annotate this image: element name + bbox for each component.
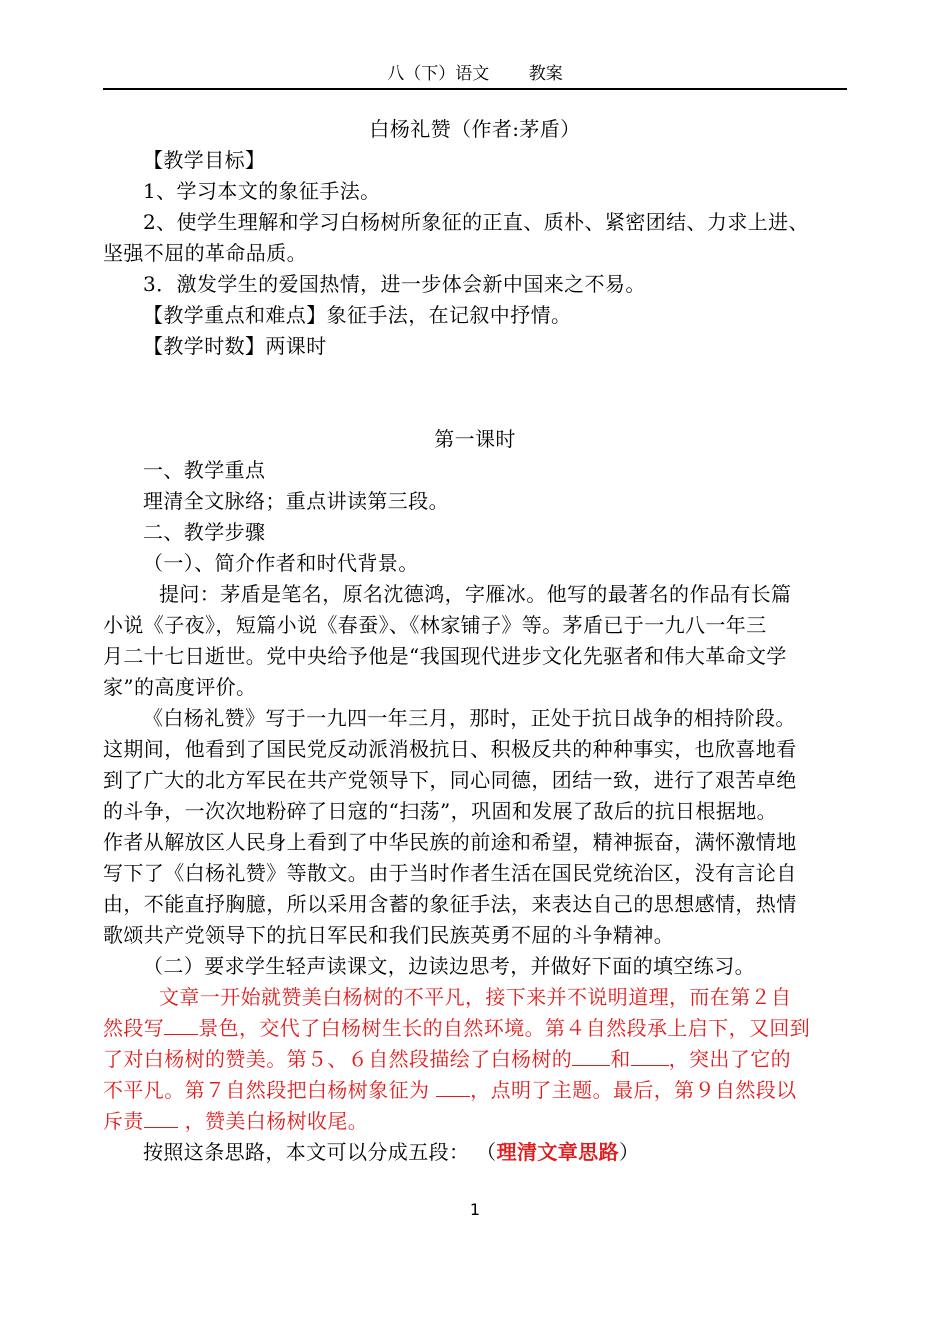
paragraph-line: 到了广大的北方军民在共产党领导下，同心同德，团结一致，进行了艰苦卓绝 — [103, 768, 797, 792]
paragraph-line: 这期间，他看到了国民党反动派消极抗日、积极反共的种种事实，也欣喜地看 — [103, 737, 797, 761]
paragraph-line: 小说《子夜》，短篇小说《春蚕》、《林家铺子》等。茅盾已于一九八一年三 — [103, 613, 767, 637]
goals-heading: 【教学目标】 — [143, 148, 266, 172]
paragraph-line: 歌颂共产党领导下的抗日军民和我们民族英勇不屈的斗争精神。 — [103, 923, 675, 947]
section-1-text: 理清全文脉络；重点讲读第三段。 — [143, 489, 449, 513]
paragraph-line: 写下了《白杨礼赞》等散文。由于当时作者生活在国民党统治区，没有言论自 — [103, 861, 797, 885]
exercise-text: ，突出了它的 — [668, 1047, 792, 1071]
lesson-title: 白杨礼赞（作者:茅盾） — [369, 117, 581, 141]
exercise-text: ，点明了主题。最后，第９自然段以 — [470, 1078, 797, 1102]
goal-2-line-1: 2、使学生理解和学习白杨树所象征的正直、质朴、紧密团结、力求上进、 — [143, 210, 809, 234]
header-doc-type: 教案 — [528, 64, 563, 84]
paragraph-line: 家”的高度评价。 — [103, 675, 257, 699]
blank-field — [144, 1107, 178, 1128]
blank-field — [164, 1014, 198, 1035]
exercise-line-5 — [103, 1106, 847, 1137]
goal-1: 1、学习本文的象征手法。 — [143, 179, 381, 203]
exercise-text: 不平凡。第７自然段把白杨树象征为 — [103, 1078, 437, 1102]
exercise-line-2 — [103, 1013, 847, 1044]
exercise-text: 然段写 — [103, 1016, 165, 1040]
exercise-line-1: 文章一开始就赞美白杨树的不平凡，接下来并不说明道理，而在第２自 — [159, 985, 792, 1009]
document-body — [103, 114, 847, 1168]
paragraph-line: 月二十七日逝世。党中央给予他是“我国现代进步文化先驱者和伟大革命文学 — [103, 644, 787, 668]
header-subject: 八（下）语文 — [387, 64, 490, 84]
exercise-text: ，赞美白杨树收尾。 — [177, 1109, 369, 1133]
paragraph-line: 由，不能直抒胸臆，所以采用含蓄的象征手法，来表达自己的思想感情，热情 — [103, 892, 797, 916]
page-number: 1 — [469, 1200, 481, 1219]
exercise-text: 了对白杨树的赞美。第５、６自然段描绘了白杨树的 — [103, 1047, 573, 1071]
teaching-hours: 【教学时数】两课时 — [143, 334, 327, 358]
lesson-one-title: 第一课时 — [434, 427, 516, 451]
paragraph-line: 作者从解放区人民身上看到了中华民族的前途和希望，精神振奋，满怀激情地 — [103, 830, 797, 854]
structure-note: （理清文章思路） — [476, 1140, 640, 1164]
exercise-line-4 — [103, 1075, 847, 1106]
key-points: 【教学重点和难点】象征手法，在记叙中抒情。 — [143, 303, 572, 327]
page-header — [103, 62, 847, 90]
section-2-heading: 二、教学步骤 — [143, 520, 266, 544]
exercise-text: 斥责 — [103, 1109, 144, 1133]
goal-2-line-2: 坚强不屈的革命品质。 — [103, 241, 307, 265]
blank-field — [631, 1045, 669, 1066]
step-2-heading: （二）要求学生轻声读课文，边读边思考，并做好下面的填空练习。 — [143, 954, 755, 978]
blank-field — [436, 1076, 470, 1097]
structure-note-highlight: 理清文章思路 — [496, 1140, 619, 1164]
paragraph-line: 提问：茅盾是笔名，原名沈德鸿，字雁冰。他写的最著名的作品有长篇 — [159, 582, 792, 606]
section-1-heading: 一、教学重点 — [143, 458, 266, 482]
blank-field — [572, 1045, 610, 1066]
structure-text: 按照这条思路，本文可以分成五段： — [143, 1140, 470, 1164]
exercise-text: 和 — [610, 1047, 631, 1071]
paragraph-line: 《白杨礼赞》写于一九四一年三月，那时，正处于抗日战争的相持阶段。 — [143, 706, 796, 730]
structure-line — [103, 1137, 847, 1168]
goal-3: 3．激发学生的爱国热情，进一步体会新中国来之不易。 — [143, 272, 646, 296]
exercise-line-3 — [103, 1044, 847, 1075]
paragraph-line: 的斗争，一次次地粉碎了日寇的“扫荡”，巩固和发展了敌后的抗日根据地。 — [103, 799, 778, 823]
exercise-text: 景色，交代了白杨树生长的自然环境。第４自然段承上启下，又回到 — [198, 1016, 811, 1040]
step-1-heading: （一）、简介作者和时代背景。 — [143, 551, 419, 575]
